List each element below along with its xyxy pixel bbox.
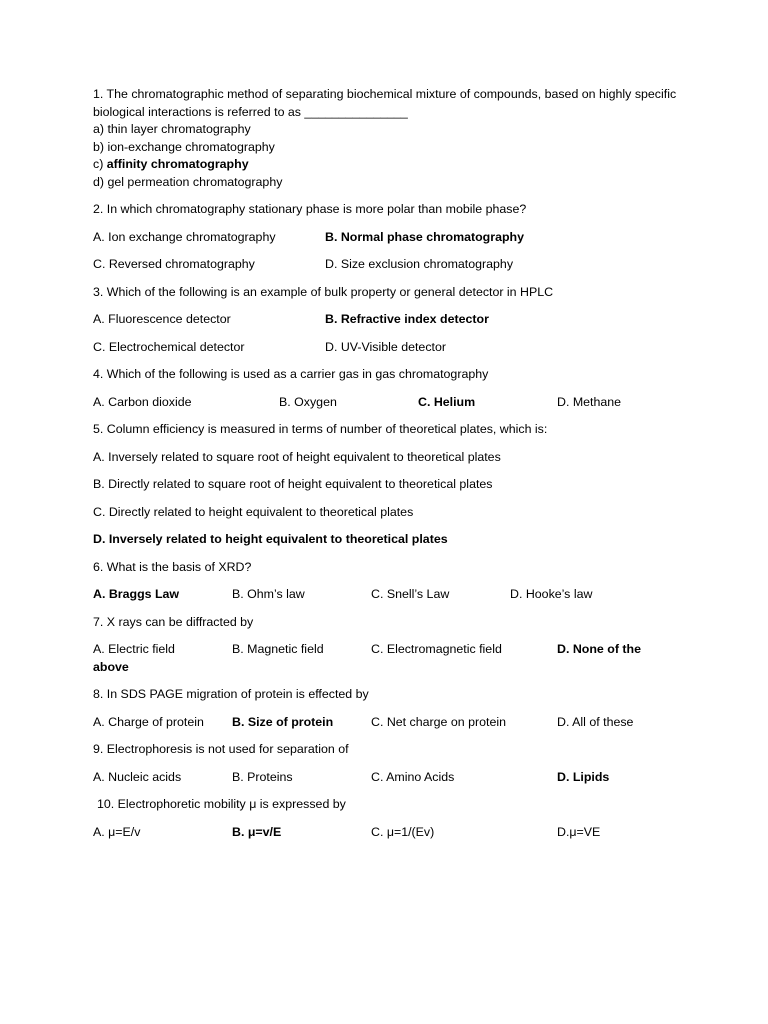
- correct-answer: C. Helium: [418, 394, 476, 409]
- option-b: B. Proteins: [232, 769, 293, 784]
- correct-answer: affinity chromatography: [106, 157, 249, 171]
- question-5-stem: 5. Column efficiency is measured in terms of number of theoretical plates, which is:: [93, 422, 548, 436]
- question-2-options-row-1: [93, 229, 678, 247]
- question-2-options-row-2: [93, 256, 678, 274]
- option-d: D. All of these: [557, 714, 634, 729]
- question-2-stem: 2. In which chromatography stationary phase is more polar than mobile phase?: [93, 202, 527, 216]
- option-c: C. Directly related to height equivalent to theoretical plates: [93, 504, 414, 519]
- question-8-stem: 8. In SDS PAGE migration of protein is effected by: [93, 687, 369, 701]
- question-10-options: [93, 824, 678, 842]
- option-a: A. μ=E/v: [93, 824, 141, 839]
- option-b: B. Magnetic field: [232, 642, 324, 656]
- option-c: C. Electromagnetic field: [371, 642, 502, 656]
- option-d: D.μ=VE: [557, 824, 601, 839]
- question-9-options: [93, 769, 678, 787]
- question-1: [93, 86, 678, 191]
- option-a: A. Charge of protein: [93, 714, 204, 729]
- option-a: a) thin layer chromatography: [93, 122, 251, 136]
- question-3-options-row-1: [93, 311, 678, 329]
- question-9-stem: 9. Electrophoresis is not used for separation of: [93, 742, 349, 756]
- question-7-stem: 7. X rays can be diffracted by: [93, 614, 254, 629]
- option-a: A. Carbon dioxide: [93, 394, 192, 409]
- option-c: C. Electrochemical detector: [93, 339, 245, 354]
- correct-answer: A. Braggs Law: [93, 587, 180, 601]
- correct-answer: B. μ=v/E: [232, 824, 282, 839]
- option-b: B. Ohm’s law: [232, 587, 305, 601]
- correct-answer: B. Normal phase chromatography: [325, 229, 524, 244]
- question-3-options-row-2: [93, 339, 678, 357]
- option-d: D. Hooke’s law: [510, 587, 593, 601]
- correct-answer: B. Size of protein: [232, 714, 334, 729]
- option-c: C. μ=1/(Ev): [371, 824, 435, 839]
- correct-answer: B. Refractive index detector: [325, 312, 489, 326]
- option-a: A. Nucleic acids: [93, 769, 182, 784]
- option-d: D. Size exclusion chromatography: [325, 257, 514, 271]
- option-c: C. Reversed chromatography: [93, 257, 255, 271]
- option-d: d) gel permeation chromatography: [93, 174, 283, 189]
- option-c: C. Net charge on protein: [371, 714, 506, 729]
- question-4-options: [93, 394, 678, 412]
- question-10-stem: 10. Electrophoretic mobility μ is expressed by: [97, 797, 346, 811]
- option-d: D. Methane: [557, 394, 622, 409]
- option-a: A. Inversely related to square root of height equivalent to theoretical plates: [93, 449, 501, 464]
- question-sheet: [93, 86, 678, 851]
- option-c-prefix: c): [93, 157, 107, 171]
- question-3-stem: 3. Which of the following is an example of bulk property or general detector in HPLC: [93, 284, 554, 299]
- option-a: A. Fluorescence detector: [93, 312, 231, 326]
- option-b: B. Directly related to square root of height equivalent to theoretical plates: [93, 477, 493, 491]
- correct-answer: D. None of the: [557, 642, 641, 656]
- question-8-options: [93, 714, 678, 732]
- question-4-stem: 4. Which of the following is used as a carrier gas in gas chromatography: [93, 367, 489, 381]
- option-a: A. Ion exchange chromatography: [93, 229, 276, 244]
- option-d: D. UV-Visible detector: [325, 339, 446, 354]
- option-c: C. Snell’s Law: [371, 587, 450, 601]
- question-7-options: [93, 641, 678, 676]
- question-stem: 1. The chromatographic method of separating biochemical mixture of compounds, based on highly specific biological interactions is referred to as _______________: [93, 87, 677, 119]
- question-6-options: [93, 586, 678, 604]
- correct-answer-continued: above: [93, 659, 129, 674]
- option-b: b) ion-exchange chromatography: [93, 139, 275, 154]
- option-b: B. Oxygen: [279, 394, 337, 409]
- correct-answer: D. Inversely related to height equivalent to theoretical plates: [93, 532, 448, 546]
- option-c: [93, 156, 678, 174]
- correct-answer: D. Lipids: [557, 769, 610, 784]
- question-6-stem: 6. What is the basis of XRD?: [93, 559, 252, 574]
- option-c: C. Amino Acids: [371, 769, 455, 784]
- option-a: A. Electric field: [93, 642, 175, 656]
